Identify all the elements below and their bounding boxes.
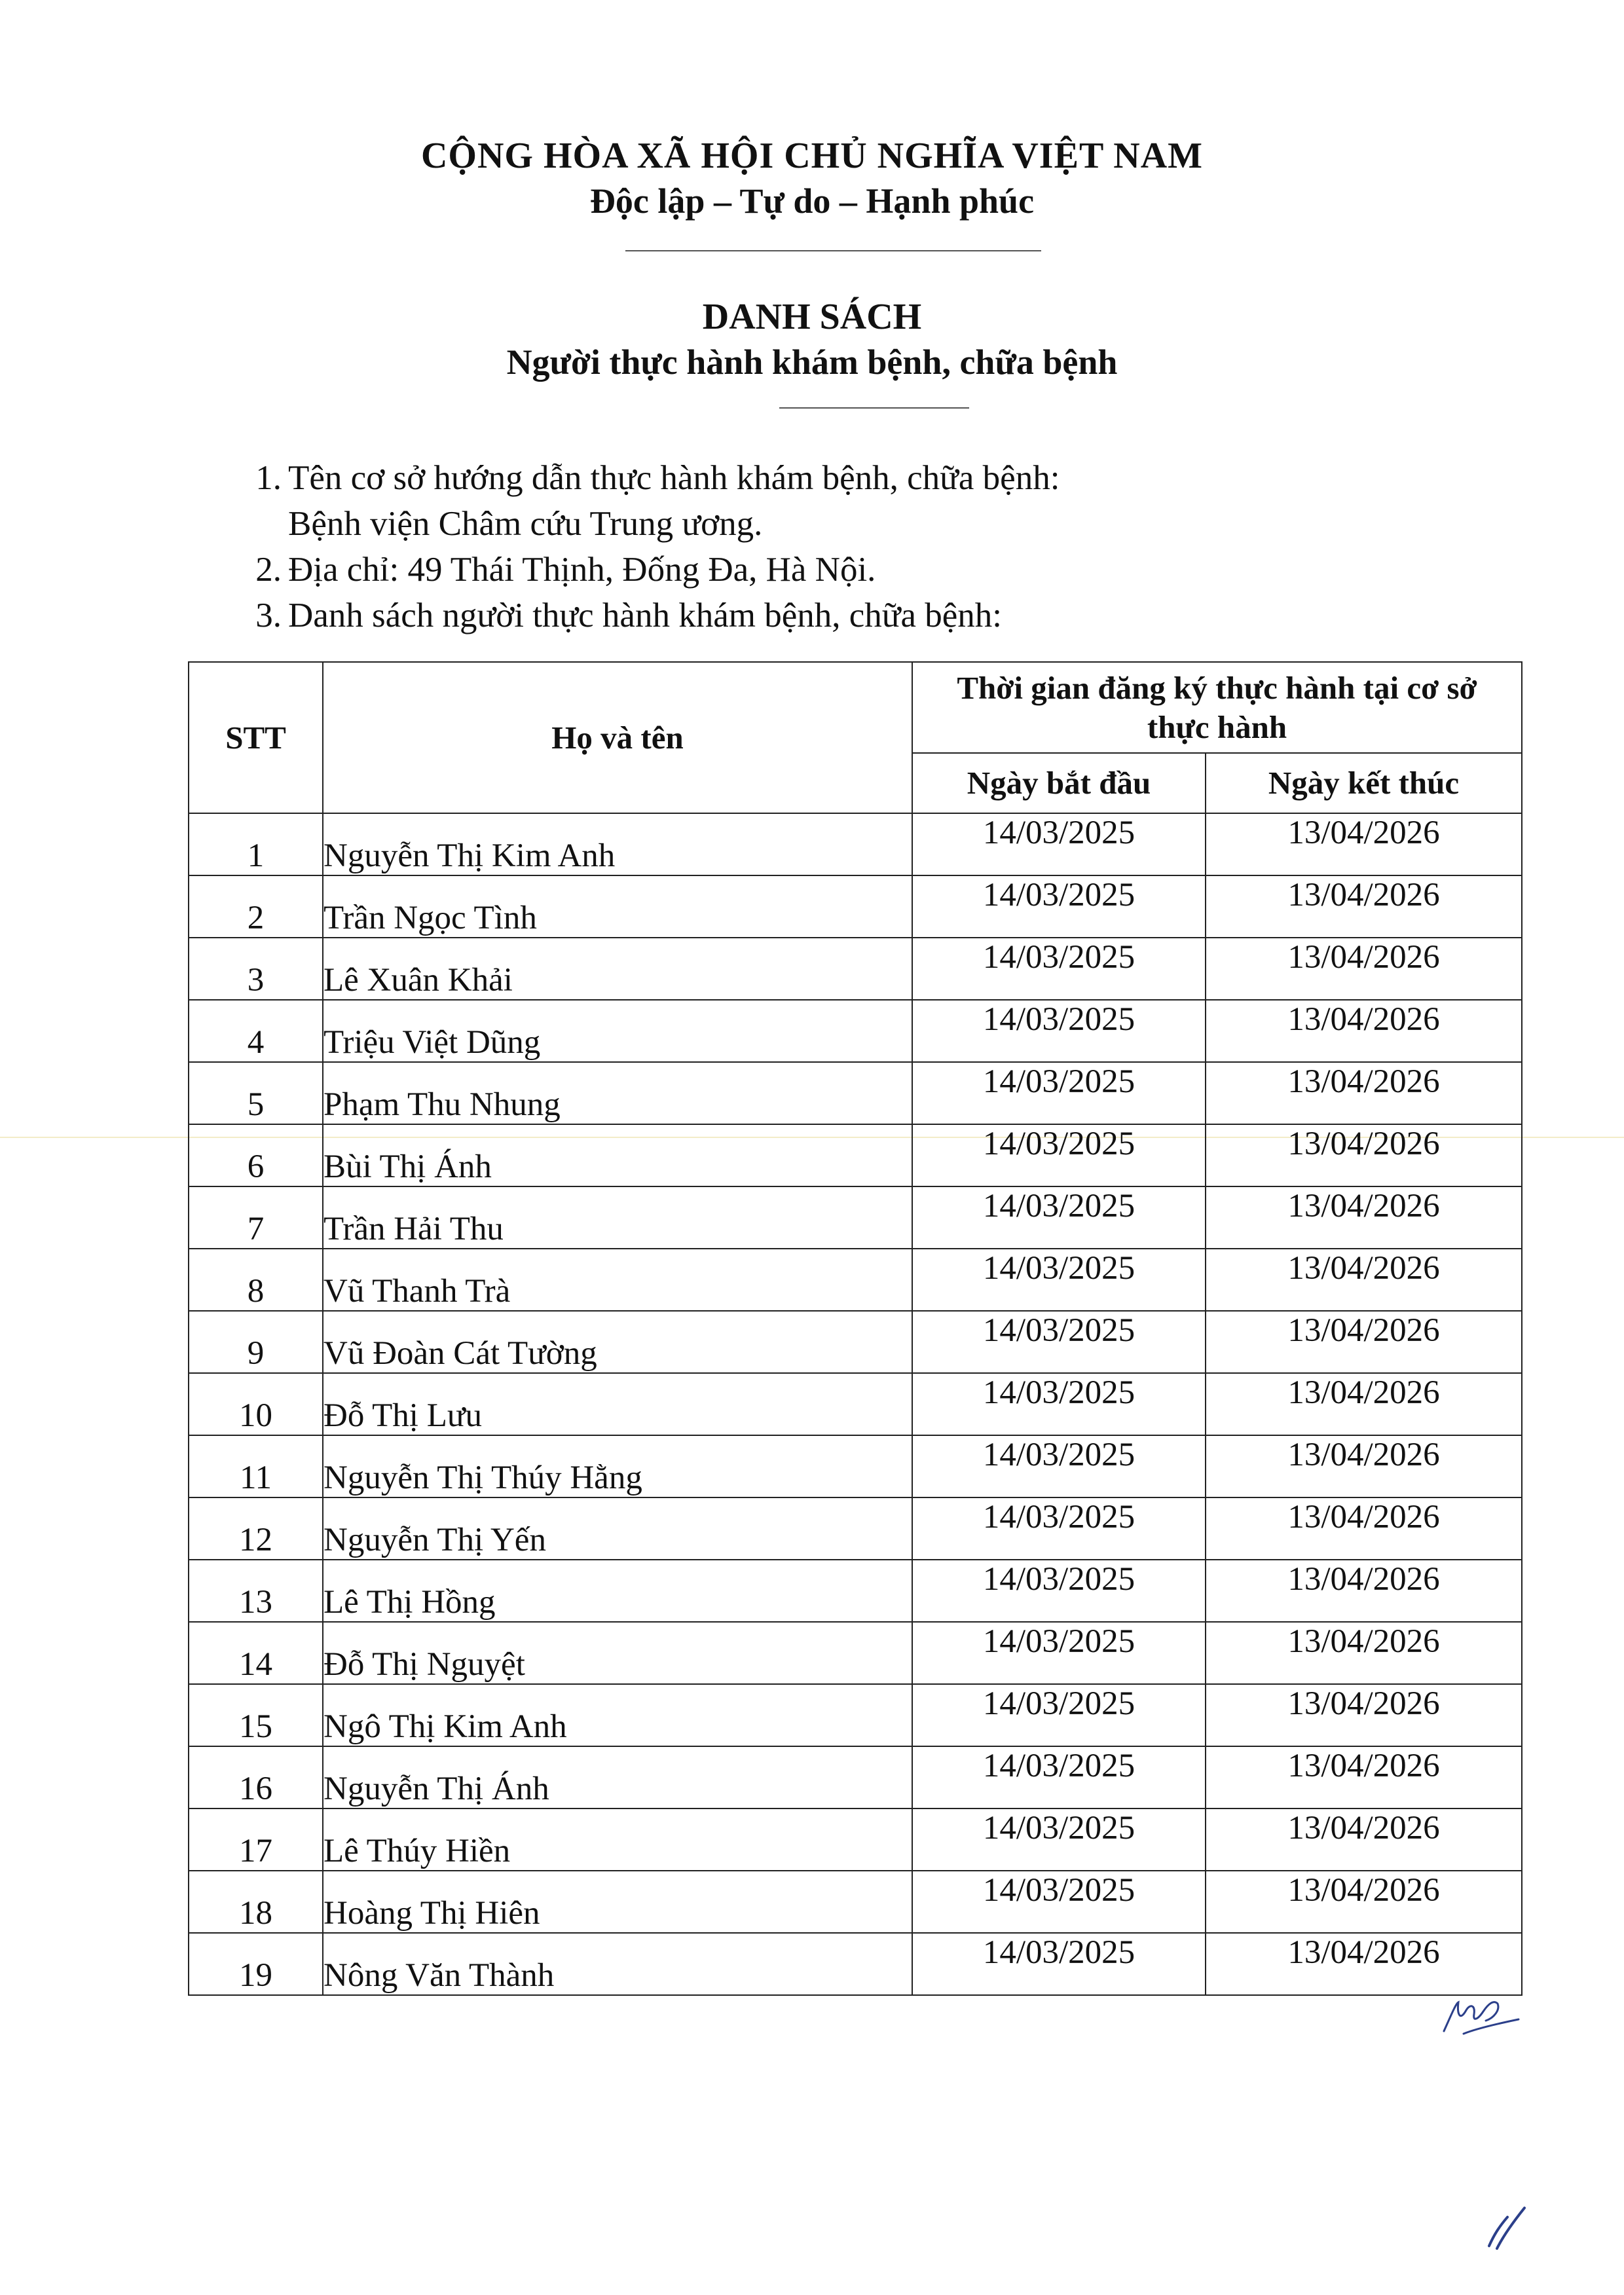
cell-name: Phạm Thu Nhung [323,1062,912,1124]
table-row [189,1560,1522,1622]
cell-name: Đỗ Thị Nguyệt [323,1622,912,1684]
cell-start-date: 14/03/2025 [912,813,1206,875]
table-row [189,1435,1522,1497]
cell-stt: 9 [189,1311,323,1373]
cell-start-date: 14/03/2025 [912,1249,1206,1311]
national-title: CỘNG HÒA XÃ HỘI CHỦ NGHĨA VIỆT NAM [420,136,1204,176]
cell-name: Hoàng Thị Hiên [323,1871,912,1933]
cell-name: Nông Văn Thành [323,1933,912,1995]
table-body [189,813,1522,1995]
header-period-text: Thời gian đăng ký thực hành tại cơ sở thực hành [957,669,1477,745]
cell-stt: 18 [189,1871,323,1933]
header-period [912,662,1522,753]
cell-start-date: 14/03/2025 [912,1000,1206,1062]
cell-end-date: 13/04/2026 [1206,1808,1522,1871]
cell-start-date: 14/03/2025 [912,1746,1206,1808]
cell-start-date: 14/03/2025 [912,1560,1206,1622]
cell-start-date: 14/03/2025 [912,1186,1206,1249]
cell-stt: 14 [189,1622,323,1684]
info-number: 1. [255,459,282,497]
cell-end-date: 13/04/2026 [1206,875,1522,938]
practitioner-table [188,661,1522,1996]
cell-end-date: 13/04/2026 [1206,1684,1522,1746]
cell-name: Vũ Đoàn Cát Tường [323,1311,912,1373]
cell-end-date: 13/04/2026 [1206,1933,1522,1995]
cell-stt: 17 [189,1808,323,1871]
table-row [189,813,1522,875]
table-row [189,1684,1522,1746]
cell-name: Vũ Thanh Trà [323,1249,912,1311]
table-row [189,1249,1522,1311]
info-item-facility-name [288,501,762,547]
cell-end-date: 13/04/2026 [1206,813,1522,875]
cell-start-date: 14/03/2025 [912,1062,1206,1124]
title-divider [779,407,969,409]
cell-start-date: 14/03/2025 [912,1373,1206,1435]
cell-end-date: 13/04/2026 [1206,1497,1522,1560]
facility-name: Bệnh viện Châm cứu Trung ương. [288,505,763,543]
header-name: Họ và tên [323,662,912,813]
cell-end-date: 13/04/2026 [1206,1435,1522,1497]
cell-start-date: 14/03/2025 [912,1933,1206,1995]
cell-name: Ngô Thị Kim Anh [323,1684,912,1746]
cell-end-date: 13/04/2026 [1206,938,1522,1000]
cell-stt: 16 [189,1746,323,1808]
cell-name: Nguyễn Thị Thúy Hằng [323,1435,912,1497]
cell-start-date: 14/03/2025 [912,875,1206,938]
cell-stt: 10 [189,1373,323,1435]
cell-end-date: 13/04/2026 [1206,1000,1522,1062]
cell-stt: 1 [189,813,323,875]
cell-start-date: 14/03/2025 [912,1435,1206,1497]
table-row [189,1186,1522,1249]
cell-start-date: 14/03/2025 [912,1684,1206,1746]
cell-start-date: 14/03/2025 [912,1808,1206,1871]
info-text: Địa chỉ: 49 Thái Thịnh, Đống Đa, Hà Nội. [288,551,876,589]
cell-start-date: 14/03/2025 [912,938,1206,1000]
info-text: Danh sách người thực hành khám bệnh, chữa bệnh: [288,597,1002,634]
cell-name: Nguyễn Thị Kim Anh [323,813,912,875]
cell-stt: 13 [189,1560,323,1622]
table-row [189,1497,1522,1560]
cell-stt: 11 [189,1435,323,1497]
cell-end-date: 13/04/2026 [1206,1186,1522,1249]
cell-stt: 19 [189,1933,323,1995]
table-row [189,938,1522,1000]
corner-tick-mark-icon [1480,2200,1532,2252]
cell-start-date: 14/03/2025 [912,1124,1206,1186]
cell-stt: 4 [189,1000,323,1062]
cell-name: Nguyễn Thị Ánh [323,1746,912,1808]
header-divider [625,250,1041,251]
cell-name: Đỗ Thị Lưu [323,1373,912,1435]
cell-stt: 6 [189,1124,323,1186]
cell-start-date: 14/03/2025 [912,1311,1206,1373]
cell-start-date: 14/03/2025 [912,1871,1206,1933]
table-row [189,1000,1522,1062]
table-row [189,875,1522,938]
cell-name: Bùi Thị Ánh [323,1124,912,1186]
table-row [189,1871,1522,1933]
cell-start-date: 14/03/2025 [912,1497,1206,1560]
cell-end-date: 13/04/2026 [1206,1249,1522,1311]
cell-stt: 3 [189,938,323,1000]
cell-stt: 2 [189,875,323,938]
table-row [189,1933,1522,1995]
cell-end-date: 13/04/2026 [1206,1311,1522,1373]
info-number: 3. [255,597,282,634]
cell-stt: 15 [189,1684,323,1746]
signature-initials-icon [1437,1991,1522,2043]
cell-name: Lê Xuân Khải [323,938,912,1000]
cell-end-date: 13/04/2026 [1206,1124,1522,1186]
header-end-date: Ngày kết thúc [1206,753,1522,813]
cell-stt: 7 [189,1186,323,1249]
header-stt: STT [189,662,323,813]
table-row [189,1124,1522,1186]
cell-end-date: 13/04/2026 [1206,1062,1522,1124]
cell-stt: 8 [189,1249,323,1311]
cell-name: Trần Hải Thu [323,1186,912,1249]
cell-end-date: 13/04/2026 [1206,1871,1522,1933]
cell-name: Triệu Việt Dũng [323,1000,912,1062]
cell-stt: 12 [189,1497,323,1560]
table-row [189,1808,1522,1871]
header-start-date: Ngày bắt đầu [912,753,1206,813]
info-text: Tên cơ sở hướng dẫn thực hành khám bệnh, chữa bệnh: [288,459,1060,497]
cell-end-date: 13/04/2026 [1206,1560,1522,1622]
cell-name: Nguyễn Thị Yến [323,1497,912,1560]
document-title: DANH SÁCH [702,297,922,337]
national-motto: Độc lập – Tự do – Hạnh phúc [589,181,1035,221]
cell-name: Lê Thị Hồng [323,1560,912,1622]
table-row [189,1311,1522,1373]
table-row [189,1062,1522,1124]
info-number: 2. [255,551,282,589]
table-row [189,1746,1522,1808]
cell-start-date: 14/03/2025 [912,1622,1206,1684]
cell-end-date: 13/04/2026 [1206,1373,1522,1435]
cell-stt: 5 [189,1062,323,1124]
cell-end-date: 13/04/2026 [1206,1746,1522,1808]
table-row [189,1373,1522,1435]
table-row [189,1622,1522,1684]
cell-name: Lê Thúy Hiền [323,1808,912,1871]
cell-end-date: 13/04/2026 [1206,1622,1522,1684]
cell-name: Trần Ngọc Tình [323,875,912,938]
document-subtitle: Người thực hành khám bệnh, chữa bệnh [506,342,1118,382]
